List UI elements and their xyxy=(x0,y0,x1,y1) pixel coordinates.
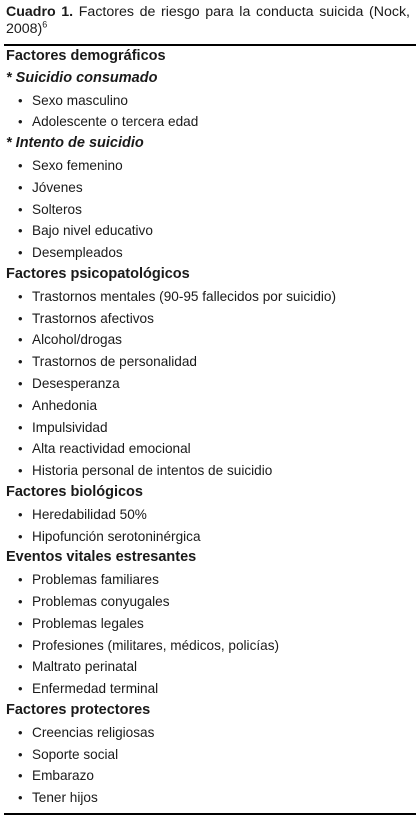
bullet-icon: • xyxy=(18,332,23,348)
list-item-text: Profesiones (militares, médicos, policías) xyxy=(32,637,280,653)
list-item-text: Alcohol/drogas xyxy=(32,332,122,348)
bullet-icon: • xyxy=(18,528,23,544)
sub-heading: * Intento de suicidio xyxy=(6,135,144,152)
list-item-text: Historia personal de intentos de suicidio xyxy=(32,463,273,479)
list-item xyxy=(4,242,416,264)
list-item-text: Maltrato perinatal xyxy=(32,659,138,675)
list-item xyxy=(4,765,416,787)
bullet-icon: • xyxy=(18,245,23,261)
list-item xyxy=(4,220,416,242)
list-item-text: Anhedonia xyxy=(32,397,98,413)
bullet-icon: • xyxy=(18,397,23,413)
bullet-icon: • xyxy=(18,746,23,762)
list-item xyxy=(4,591,416,613)
bullet-icon: • xyxy=(18,768,23,784)
list-item xyxy=(4,569,416,591)
list-item xyxy=(4,373,416,395)
list-item-text: Adolescente o tercera edad xyxy=(32,114,199,130)
bullet-icon: • xyxy=(18,463,23,479)
bullet-icon: • xyxy=(18,157,23,173)
list-item xyxy=(4,417,416,439)
caption-text: Factores de riesgo para la conducta suicida (Nock, 2008) xyxy=(6,4,410,37)
bullet-icon: • xyxy=(18,790,23,806)
bottom-rule xyxy=(4,813,416,815)
section-heading: Eventos vitales estresantes xyxy=(6,549,197,566)
list-item-text: Desesperanza xyxy=(32,375,120,391)
list-item-text: Tener hijos xyxy=(32,790,98,806)
list-item-text: Creencias religiosas xyxy=(32,724,155,740)
section-heading: Factores protectores xyxy=(6,701,151,718)
list-item xyxy=(4,460,416,482)
section-heading: Factores biológicos xyxy=(6,483,143,500)
bullet-icon: • xyxy=(18,681,23,697)
list-item-text: Embarazo xyxy=(32,768,94,784)
list-item xyxy=(4,613,416,635)
bullet-icon: • xyxy=(18,637,23,653)
bullet-icon: • xyxy=(18,310,23,326)
list-item-text: Enfermedad terminal xyxy=(32,681,159,697)
list-item-text: Trastornos afectivos xyxy=(32,310,154,326)
list-item xyxy=(4,90,416,112)
table-caption xyxy=(4,0,416,46)
bullet-icon: • xyxy=(18,572,23,588)
list-item-text: Bajo nivel educativo xyxy=(32,223,153,239)
list-item-text: Problemas conyugales xyxy=(32,593,170,609)
list-item-text: Desempleados xyxy=(32,245,123,261)
list-item xyxy=(4,438,416,460)
bullet-icon: • xyxy=(18,724,23,740)
list-item xyxy=(4,744,416,766)
list-item-text: Jóvenes xyxy=(32,179,83,195)
caption-label: Cuadro 1. xyxy=(6,4,74,20)
list-item-text: Impulsividad xyxy=(32,419,108,435)
list-item xyxy=(4,177,416,199)
bullet-icon: • xyxy=(18,179,23,195)
list-item xyxy=(4,395,416,417)
list-item-text: Heredabilidad 50% xyxy=(32,506,147,522)
section-heading: Factores psicopatológicos xyxy=(6,265,190,282)
list-item-text: Sexo femenino xyxy=(32,157,123,173)
bullet-icon: • xyxy=(18,419,23,435)
list-item-text: Trastornos de personalidad xyxy=(32,354,197,370)
bullet-icon: • xyxy=(18,375,23,391)
list-item xyxy=(4,286,416,308)
section-heading: Factores demográficos xyxy=(6,48,166,64)
bullet-icon: • xyxy=(18,223,23,239)
bullet-icon: • xyxy=(18,506,23,522)
list-item xyxy=(4,787,416,809)
list-item-text: Soporte social xyxy=(32,746,119,762)
bullet-icon: • xyxy=(18,114,23,130)
list-item-text: Trastornos mentales (90-95 fallecidos por suicidio) xyxy=(32,288,336,304)
list-item xyxy=(4,722,416,744)
list-item xyxy=(4,155,416,177)
list-item xyxy=(4,329,416,351)
table-body xyxy=(4,46,416,809)
list-item-text: Problemas familiares xyxy=(32,572,159,588)
list-item xyxy=(4,678,416,700)
list-item xyxy=(4,199,416,221)
list-item-text: Hipofunción serotoninérgica xyxy=(32,528,201,544)
bullet-icon: • xyxy=(18,354,23,370)
sub-heading: * Suicidio consumado xyxy=(6,69,158,86)
list-item xyxy=(4,111,416,133)
bullet-icon: • xyxy=(18,659,23,675)
list-item-text: Sexo masculino xyxy=(32,92,128,108)
list-item xyxy=(4,526,416,548)
caption-reference: 6 xyxy=(42,19,48,30)
list-item-text: Alta reactividad emocional xyxy=(32,441,191,457)
risk-factors-table xyxy=(4,0,416,815)
list-item xyxy=(4,351,416,373)
list-item xyxy=(4,635,416,657)
list-item-text: Solteros xyxy=(32,201,82,217)
list-item-text: Problemas legales xyxy=(32,615,144,631)
bullet-icon: • xyxy=(18,441,23,457)
bullet-icon: • xyxy=(18,288,23,304)
list-item xyxy=(4,308,416,330)
list-item xyxy=(4,656,416,678)
bullet-icon: • xyxy=(18,593,23,609)
bullet-icon: • xyxy=(18,92,23,108)
bullet-icon: • xyxy=(18,201,23,217)
bullet-icon: • xyxy=(18,615,23,631)
list-item xyxy=(4,504,416,526)
